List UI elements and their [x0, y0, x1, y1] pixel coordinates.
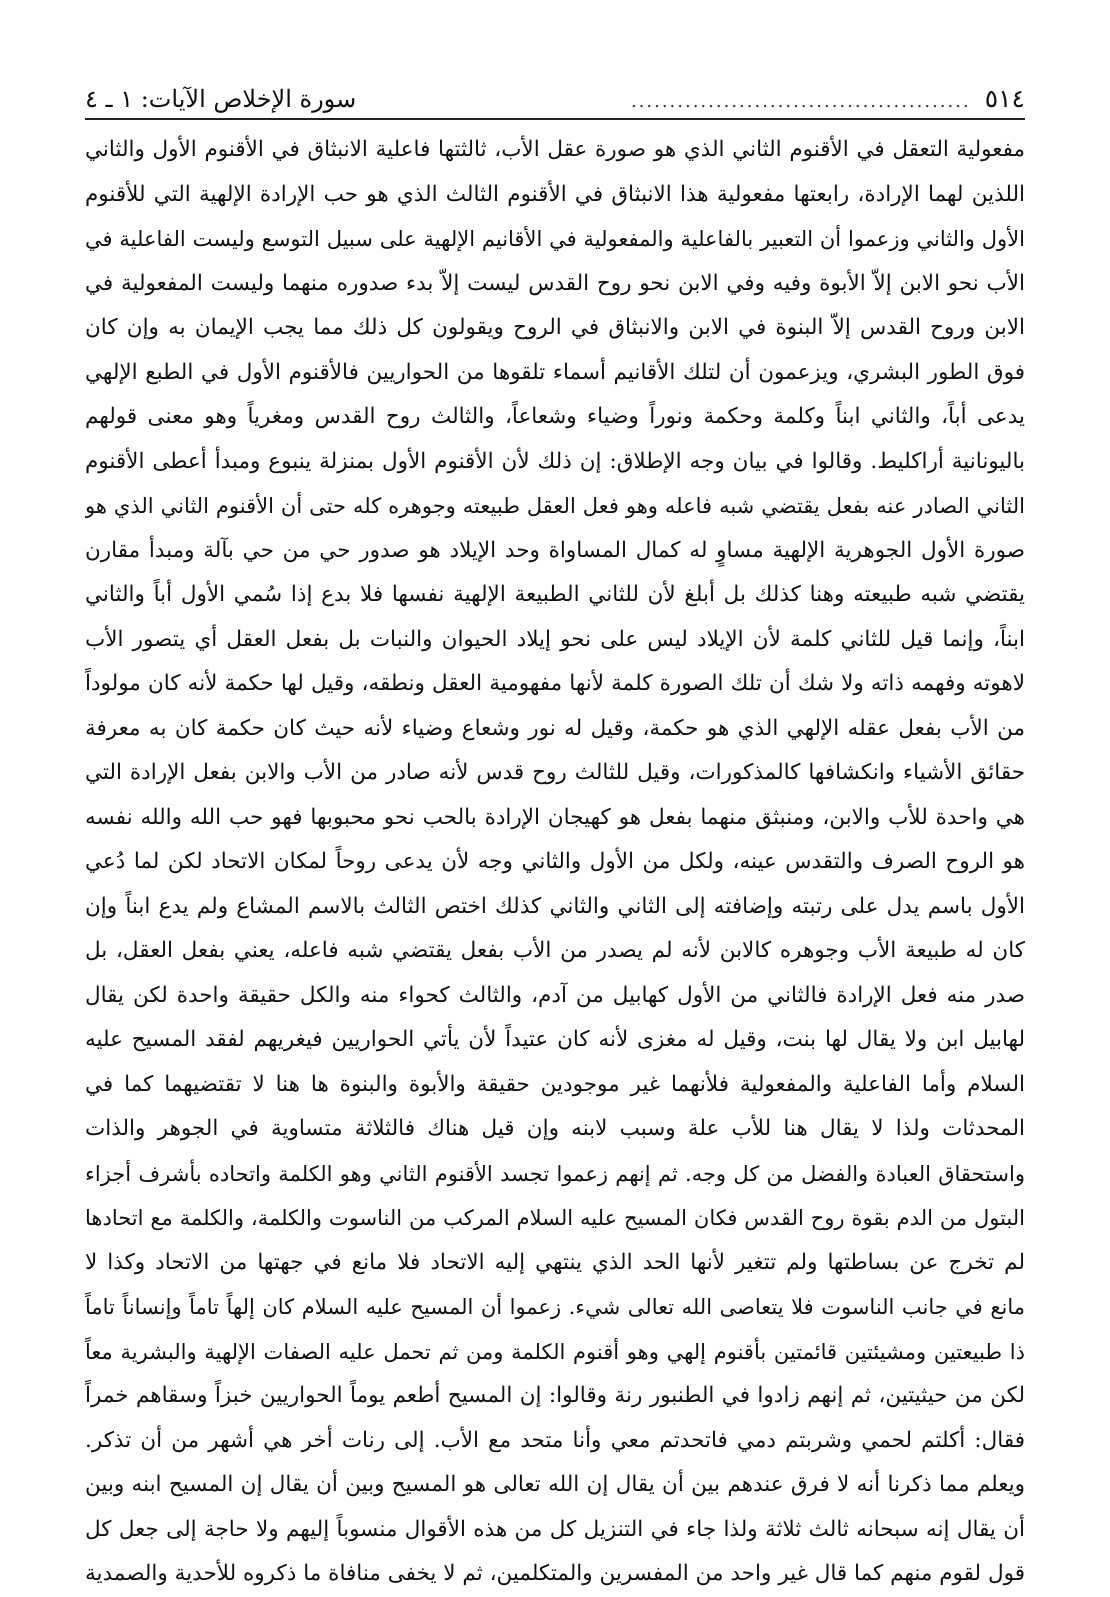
- text-line: كان له طبيعة الأب وجوهره كالابن لأنه لم يصدر من الأب بفعل يقتضي شبه فاعله، يعني بفعل العقل، بل: [85, 938, 1025, 963]
- text-line: ذا طبيعتين ومشيئتين قائمتين بأقنوم إلهي وهو أقنوم الكلمة ومن ثم تحمل عليه الصفات الإلهية والبشرية معاً: [85, 1339, 1025, 1364]
- text-line: قول لقوم منهم كما قال غير واحد من المفسرين والمتكلمين، ثم لا يخفى منافاة ما ذكروه للأحدية والصمدية: [85, 1561, 1025, 1586]
- text-line: الأول باسم يدل على رتبته وإضافته إلى الثاني والثاني كذلك اختص الثالث بالاسم المشاع ولم يدع ابناً وإن: [85, 893, 1025, 919]
- text-line: باليونانية أراكليط. وقالوا في بيان وجه الإطلاق: إن ذلك لأن الأقنوم الأول بمنزلة ينبوع ومبدأ أعطى الأقنوم: [85, 448, 1025, 474]
- header-leader-dots: ............................................: [630, 91, 971, 112]
- text-line: فقال: أكلتم لحمي وشربتم دمي فاتحدتم معي وأنا متحد مع الأب. إلى رنات أخر هي أشهر من أن تذكر.: [85, 1427, 1025, 1453]
- text-line: لاهوته وفهمه ذاته ولا شك أن تلك الصورة كلمة لأنها مفهومية العقل ونطقه، وقيل لها حكمة لأنه كان مولوداً: [85, 671, 1025, 696]
- text-line: يقتضي شبه طبيعته وهنا كذلك بل أبلغ لأن للثاني الطبيعة الإلهية نفسها فلا بدع إذا سُمي الأول أباً والثاني: [85, 582, 1025, 607]
- text-line: هي واحدة للأب والابن، ومنبثق منهما بفعل هو كهيجان الإرادة بالحب نحو محبوبها فهو حب الله والله نفسه: [85, 804, 1025, 830]
- text-line: أن يقال إنه سبحانه ثالث ثلاثة ولذا جاء في التنزيل كل من هذه الأقوال منسوباً إليهم ولا حاجة إلى جعل كل: [85, 1516, 1025, 1542]
- text-line: يدعى أباً، والثاني ابناً وكلمة وحكمة ونوراً وضياء وشعاعاً، والثالث روح القدس ومغرياً وهو معنى قولهم: [85, 404, 1025, 429]
- page-number: ٥١٤: [984, 84, 1025, 113]
- text-line: لكن من حيثيتين، ثم إنهم زادوا في الطنبور رنة وقالوا: إن المسيح أطعم يوماً الحواريين خبزاً وسقاهم خمراً: [85, 1383, 1025, 1408]
- text-line: مانع في جانب الناسوت فلا يتعاصى الله تعالى شيء. زعموا أن المسيح عليه السلام كان إلهاً تاماً وإنساناً تاماً: [85, 1295, 1025, 1319]
- text-line: الأول والثاني وزعموا أن التعبير بالفاعلية والمفعولية في الأقانيم الإلهية على سبيل التوسع وليست الفاعلية في: [85, 227, 1025, 251]
- running-header: [85, 82, 1025, 120]
- text-line: الابن وروح القدس إلاّ البنوة في الابن والانبثاق في الروح ويقولون كل ذلك مما يجب الإيمان به وإن كان: [85, 315, 1025, 340]
- body-text: [85, 128, 1025, 1597]
- text-line: لهابيل ابن ولا يقال لها بنت، وقيل له مغزى لأنه كان عتيداً لأن يأتي الحواريين فيغريهم لفقد المسيح عليه: [85, 1027, 1025, 1052]
- text-line: صدر منه فعل الإرادة فالثاني من الأول كهابيل من آدم، والثالث كحواء منه والكل حقيقة واحدة لكن يقال: [85, 982, 1025, 1008]
- running-title: سورة الإخلاص الآيات: ١ ـ ٤: [85, 85, 357, 113]
- text-line: من الأب بفعل عقله الإلهي الذي هو حكمة، وقيل له نور وشعاع وضياء لأنه حيث كان حكمة كان به معرفة: [85, 715, 1025, 741]
- text-line: الثاني الصادر عنه بفعل يقتضي شبه فاعله وهو فعل العقل طبيعته وجوهره كله حتى أن الأقنوم الثاني الذي هو: [85, 494, 1025, 518]
- text-line: الأب نحو الابن إلاّ الأبوة وفيه وفي الابن نحو روح القدس ليست إلاّ بدء صدوره منهما وليست المفعولية في: [85, 270, 1025, 296]
- text-line: فوق الطور البشري، ويزعمون أن لتلك الأقانيم أسماء تلقوها من الحواريين فالأقنوم الأول في الطبع الإلهي: [85, 359, 1025, 385]
- text-line: صورة الأول الجوهرية الإلهية مساوٍ له كمال المساواة وحد الإيلاد هو صدور حي من حي بآلة ومبدأ مقارن: [85, 537, 1025, 563]
- text-line: السلام وأما الفاعلية والمفعولية فلأنهما غير موجودين حقيقة والأبوة والبنوة ها هنا لا تقتضيهما كما في: [85, 1071, 1025, 1097]
- text-line: البتول من الدم بقوة روح القدس فكان المسيح عليه السلام المركب من الناسوت والكلمة، والكلمة مع اتحادها: [85, 1206, 1025, 1230]
- text-line: حقائق الأشياء وانكشافها كالمذكورات، وقيل للثالث روح قدس لأنه صادر من الأب والابن بفعل الإرادة التي: [85, 760, 1025, 785]
- text-line: هو الروح الصرف والتقدس عينه، ولكل من الأول والثاني وجه لأن يدعى روحاً لمكان الاتحاد لكن لما دُعي: [85, 849, 1025, 874]
- text-line: المحدثات ولذا لا يقال هنا للأب علة وسبب لابنه وإن قيل هناك فالثلاثة متساوية في الجوهر والذات: [85, 1116, 1025, 1141]
- text-line: اللذين لهما الإرادة، رابعتها مفعولية هذا الانبثاق في الأقنوم الثالث الذي هو حب الإرادة الإلهية التي للأقنوم: [85, 181, 1025, 207]
- text-line: ابناً، وإنما قيل للثاني كلمة لأن الإيلاد ليس على نحو إيلاد الحيوان والنبات بل بفعل العقل أي يتصور الأب: [85, 626, 1025, 652]
- text-line: ويعلم مما ذكرنا أنه لا فرق عندهم بين أن يقال إن الله تعالى هو المسيح وبين أن يقال إن المسيح ابنه وبين: [85, 1472, 1025, 1497]
- text-line: مفعولية التعقل في الأقنوم الثاني الذي هو صورة عقل الأب، ثالثتها فاعلية الانبثاق في الأقنوم الأول والثاني: [85, 137, 1025, 162]
- text-line: واستحقاق العبادة والفضل من كل وجه. ثم إنهم زعموا تجسد الأقنوم الثاني وهو الكلمة واتحاده بأشرف أجزاء: [85, 1161, 1025, 1186]
- text-line: لم تخرج عن بساطتها ولم تتغير لأنها الحد الذي ينتهي إليه الاتحاد فلا مانع في جهتها من الاتحاد وكذا لا: [85, 1249, 1025, 1275]
- book-page: [85, 82, 1025, 1586]
